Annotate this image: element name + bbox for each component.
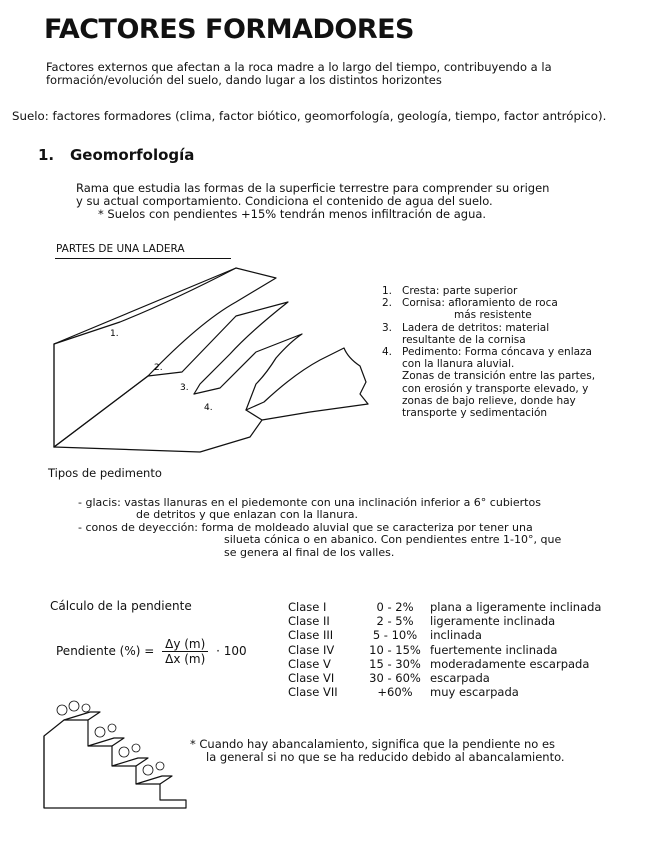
tree-icon <box>119 747 129 757</box>
ladera-parts-list: 1. Cresta: parte superior 2. Cornisa: afloramiento de roca más resistente 3. Ladera de detritos: material resultante de la cornisa 4. Pedimento: Forma cóncava y enlaza con la llanura aluvial. Zonas de transición entre las partes, con erosión y transporte elevado, y zonas de bajo relieve, donde hay transporte y sedimentación <box>382 285 596 420</box>
tree-icon <box>95 727 105 737</box>
abancalamiento-note <box>190 738 565 764</box>
page-title: FACTORES FORMADORES <box>44 14 415 45</box>
slope-classes-table <box>288 600 601 699</box>
intro-line-2: formación/evolución del suelo, dando lugar a los distintos horizontes <box>46 73 442 87</box>
part-item: 2. Cornisa: afloramiento de roca <box>382 297 558 310</box>
tree-icon <box>143 765 153 775</box>
terrace-top-2 <box>88 738 124 746</box>
intro-line-1: Factores externos que afectan a la roca madre a lo largo del tiempo, contribuyendo a la <box>46 60 552 74</box>
geo-note: * Suelos con pendientes +15% tendrán menos infiltración de agua. <box>98 207 487 221</box>
table-row: Clase II 2 - 5% ligeramente inclinada <box>288 614 556 629</box>
conos-line-1: - conos de deyección: forma de moldeado aluvial que se caracteriza por tener una <box>78 520 533 534</box>
terrace-top-1 <box>64 712 100 720</box>
front-edge <box>54 376 148 447</box>
tree-icon <box>156 762 164 770</box>
geo-line-1: Rama que estudia las formas de la superficie terrestre para comprender su origen <box>76 181 550 195</box>
conos-line-2: silueta cónica o en abanico. Con pendientes entre 1-10°, que <box>224 533 562 547</box>
tree-icon <box>108 724 116 732</box>
terrace-front <box>44 720 186 808</box>
diagram-label-4: 4. <box>204 403 213 413</box>
pedimento-title: Tipos de pedimento <box>48 466 162 480</box>
ladera-outline <box>54 268 276 447</box>
conos-line-3: se genera al final de los valles. <box>224 545 395 559</box>
geo-line-2: y su actual comportamiento. Condiciona el contenido de agua del suelo. <box>76 194 493 208</box>
tree-icon <box>57 705 67 715</box>
diagram-label-2: 2. <box>154 363 163 373</box>
tree-icon <box>82 704 90 712</box>
note-line-2: la general si no que se ha reducido debido al abancalamiento. <box>206 750 565 764</box>
glacis-line-2: de detritos y que enlazan con la llanura. <box>136 508 358 522</box>
tree-icons <box>57 701 164 775</box>
formula-denominator: Δx (m) <box>165 652 206 666</box>
part-item: 3. Ladera de detritos: material <box>382 321 550 334</box>
base-right <box>262 404 368 420</box>
glacis-line-1: - glacis: vastas llanuras en el piedemonte con una inclinación inferior a 6° cubiertos <box>78 496 541 509</box>
diagram-label-3: 3. <box>180 383 189 393</box>
table-row: Clase IV 10 - 15% fuertemente inclinada <box>288 642 558 657</box>
formula-fraction <box>162 637 208 666</box>
pendiente-title: Cálculo de la pendiente <box>50 599 192 613</box>
ladera-subtitle: PARTES DE UNA LADERA <box>56 243 185 255</box>
section-heading-geomorfologia <box>38 146 194 164</box>
intro-paragraph <box>46 61 552 87</box>
terraces-illustration <box>40 696 190 814</box>
part-item: 1. Cresta: parte superior <box>382 285 518 297</box>
formula-multiplier: · 100 <box>216 644 247 658</box>
table-row: Clase VII +60% muy escarpada <box>288 685 519 700</box>
suelo-definition: Suelo: factores formadores (clima, factor biótico, geomorfología, geología, tiempo, factor antrópico). <box>12 109 607 123</box>
tree-icon <box>132 744 140 752</box>
tree-icon <box>69 701 79 711</box>
terrace-top-4 <box>136 776 172 784</box>
formula-left: Pendiente (%) = <box>56 644 155 658</box>
diagram-label-1: 1. <box>110 329 119 339</box>
table-row: Clase III 5 - 10% inclinada <box>288 628 482 643</box>
note-line-1: * Cuando hay abancalamiento, significa que la pendiente no es <box>190 737 556 751</box>
detritos-step <box>194 334 302 410</box>
subtitle-underline <box>55 258 231 259</box>
pedimento-step <box>246 348 368 410</box>
table-row: Clase V 15 - 30% moderadamente escarpada <box>288 656 590 671</box>
geomorfologia-paragraph <box>76 182 549 221</box>
table-row: Clase I 0 - 2% plana a ligeramente inclinada <box>288 600 602 614</box>
formula-numerator: Δy (m) <box>162 637 208 652</box>
part-item: 4. Pedimento: Forma cóncava y enlaza <box>382 346 592 359</box>
ladera-diagram <box>50 262 370 458</box>
pedimento-list <box>78 497 561 559</box>
table-row: Clase VI 30 - 60% escarpada <box>288 671 490 686</box>
section-number: 1. <box>38 146 55 164</box>
section-title: Geomorfología <box>70 146 195 164</box>
pendiente-formula <box>56 637 247 666</box>
base-edge <box>54 410 262 452</box>
terrace-top-3 <box>112 758 148 766</box>
